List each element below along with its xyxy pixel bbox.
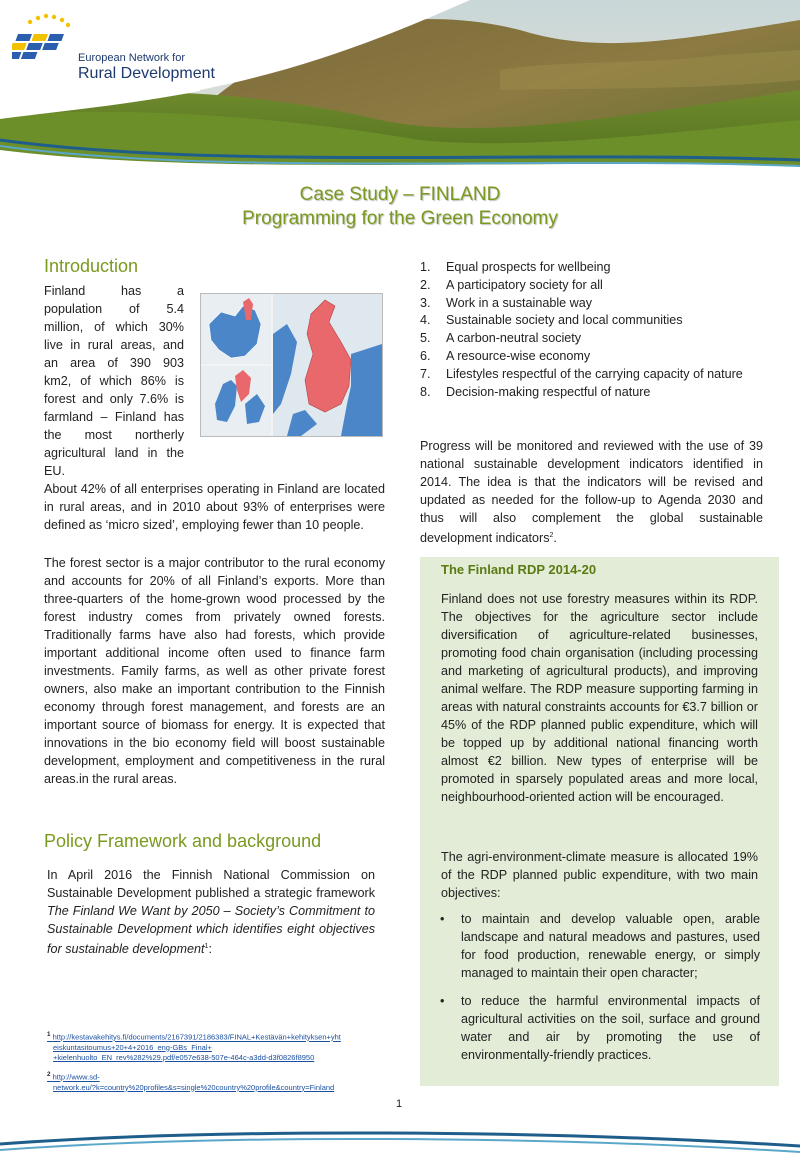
page-title xyxy=(0,183,800,231)
progress-paragraph xyxy=(420,437,763,547)
intro-line: forest and only 7.6% is xyxy=(44,392,184,406)
footnote-1-link-line1[interactable]: http://kestavakehitys.fi/documents/2167391/2186383/FINAL+Kestävän+kehityksen+yht xyxy=(52,1032,341,1042)
objective-number: 1. xyxy=(420,260,431,274)
footnote-1-link-line3[interactable]: +kielenhuolto_EN_rev%282%29.pdf/e057e638-507e-464c-a3dd-d3f0826f8950 xyxy=(53,1052,315,1062)
bullet-icon: • xyxy=(440,912,445,926)
policy-text-start: In April 2016 the Finnish National Commission on Sustainable Development published a strategic framework xyxy=(47,868,375,900)
footnote-1-number: 1 xyxy=(47,1031,51,1038)
title-line1: Case Study – FINLAND xyxy=(299,184,501,205)
europe-finland-map xyxy=(200,293,383,437)
header-banner xyxy=(0,0,800,178)
rdp-bullet-list xyxy=(440,910,760,1074)
intro-line: live in rural areas, and xyxy=(44,338,184,352)
rdp-bullet-text: to maintain and develop valuable open, arable landscape and natural meadows and pastures, used for food production, renewable energy, or simply managed to maintain their open character; xyxy=(461,912,760,980)
policy-text-italic: The Finland We Want by 2050 – Society’s Commitment to Sustainable Development which identifies eight objectives for sustainable development xyxy=(47,904,375,957)
objective-number: 6. xyxy=(420,348,431,363)
intro-line: Finland has a xyxy=(44,284,184,298)
objective-number: 7. xyxy=(420,366,431,381)
objective-item xyxy=(420,312,765,330)
rdp-bullet-item xyxy=(440,910,760,982)
footnote-2-link-line1[interactable]: http://www.sd- xyxy=(52,1072,100,1082)
progress-text: Progress will be monitored and reviewed with the use of 39 national sustainable development indicators identified in 2014. The idea is that the indicators will be revised and updated as needed for the follow-up to Agenda 2030 and thus will also complement the global sustainable development indicators xyxy=(420,439,763,546)
footnote-1[interactable] xyxy=(47,1030,377,1063)
intro-line: km2, of which 86% is xyxy=(44,374,184,388)
rdp-para1: Finland does not use forestry measures within its RDP. The objectives for the agriculture sector include diversification of agriculture-related businesses, promoting food chain organisation (including processing and marketing of agricultural products), and improving animal welfare. The RDP measure supporting farming in areas with natural constraints accounts for €3.7 billion or 45% of the RDP planned public expenditure, which will be topped up by additional national financing worth almost €2 billion. New types of enterprise will be promoted in sparsely populated areas and more local, neighbourhood-oriented action will be encouraged. xyxy=(441,592,758,804)
objectives-list xyxy=(420,259,765,401)
introduction-para1 xyxy=(44,282,184,480)
objective-text: Sustainable society and local communities xyxy=(446,313,683,328)
footer-wave xyxy=(0,1120,800,1156)
page-number: 1 xyxy=(396,1098,403,1110)
progress-end: . xyxy=(553,531,557,546)
objective-number: 8. xyxy=(420,384,431,399)
policy-paragraph xyxy=(47,866,375,958)
policy-text-end: : xyxy=(208,942,212,957)
objective-item xyxy=(420,348,765,366)
introduction-para2: About 42% of all enterprises operating in Finland are located in rural areas, and in 2010 about 93% of enterprises were defined as ‘micro sized’, employing fewer than 10 people. xyxy=(44,482,385,532)
footnote-1-link-line2[interactable]: eiskuntasitoumus+20+4+2016_eng-GBs_Final+ xyxy=(53,1042,212,1052)
bullet-icon: • xyxy=(440,994,445,1008)
objective-item xyxy=(420,259,765,277)
objective-number: 5. xyxy=(420,331,431,346)
intro-line: EU. xyxy=(44,464,65,478)
intro-line: population of 5.4 xyxy=(44,302,184,316)
footnote-ref-2[interactable]: 2 xyxy=(549,532,554,539)
logo-line2: Rural Development xyxy=(78,65,215,82)
objective-item xyxy=(420,277,765,295)
policy-heading: Policy Framework and background xyxy=(44,831,322,851)
footnote-2-link-line2[interactable]: network.eu/?k=country%20profiles&s=single%20country%20profile&country=Finland xyxy=(53,1082,335,1092)
objective-text: A resource-wise economy xyxy=(446,348,591,363)
title-line2: Programming for the Green Economy xyxy=(242,208,558,229)
introduction-heading: Introduction xyxy=(44,256,139,276)
objective-text: Work in a sustainable way xyxy=(446,295,593,310)
footnote-2[interactable] xyxy=(47,1070,377,1093)
objective-text: Equal prospects for wellbeing xyxy=(446,260,611,274)
introduction-para3: The forest sector is a major contributor to the rural economy and accounts for 20% of all Finland’s exports. More than three-quarters of the home-grown wood processed by the forest industry comes from privately owned forests. Traditionally farms have also had forests, which provide important additional income often used to finance farm investments. Family farms, as well as other private forest owners, also make an important contribution to the Finnish economy through forest management, and forests are an important source of biomass for energy. It is expected that innovations in the bio economy field will boost sustainable development, employment and competitiveness in the rural areas.in the rural areas. xyxy=(44,556,385,786)
intro-line: million, of which 30% xyxy=(44,320,184,334)
objective-number: 3. xyxy=(420,295,431,310)
footnote-2-number: 2 xyxy=(47,1071,51,1078)
intro-line: an area of 390 903 xyxy=(44,356,184,370)
rdp-bullet-item xyxy=(440,992,760,1064)
objective-text: A participatory society for all xyxy=(446,277,603,292)
objective-number: 4. xyxy=(420,313,431,328)
objective-item xyxy=(420,366,765,384)
intro-line: the most northerly xyxy=(44,428,184,442)
objective-number: 2. xyxy=(420,277,431,292)
objective-text: Decision-making respectful of nature xyxy=(446,384,651,399)
objective-item xyxy=(420,384,765,402)
intro-line: farmland – Finland has xyxy=(44,410,184,424)
enrd-logo xyxy=(12,12,215,92)
eu-stars-logo-icon xyxy=(12,12,78,72)
footnote-ref-1[interactable]: 1 xyxy=(204,943,209,950)
objective-item xyxy=(420,295,765,313)
rdp-bullet-text: to reduce the harmful environmental impacts of agricultural activities on the soil, surface and ground water and air by promoting the use of environmentally-friendly practices. xyxy=(461,994,760,1062)
logo-line1: European Network for xyxy=(78,52,185,64)
objective-item xyxy=(420,330,765,348)
intro-line: agricultural land in the xyxy=(44,446,184,460)
rdp-box-heading: The Finland RDP 2014-20 xyxy=(441,562,597,577)
objective-text: Lifestyles respectful of the carrying capacity of nature xyxy=(446,366,743,381)
rdp-para2: The agri-environment-climate measure is allocated 19% of the RDP planned public expenditure, with two main objectives: xyxy=(441,850,758,900)
objective-text: A carbon-neutral society xyxy=(446,331,582,346)
